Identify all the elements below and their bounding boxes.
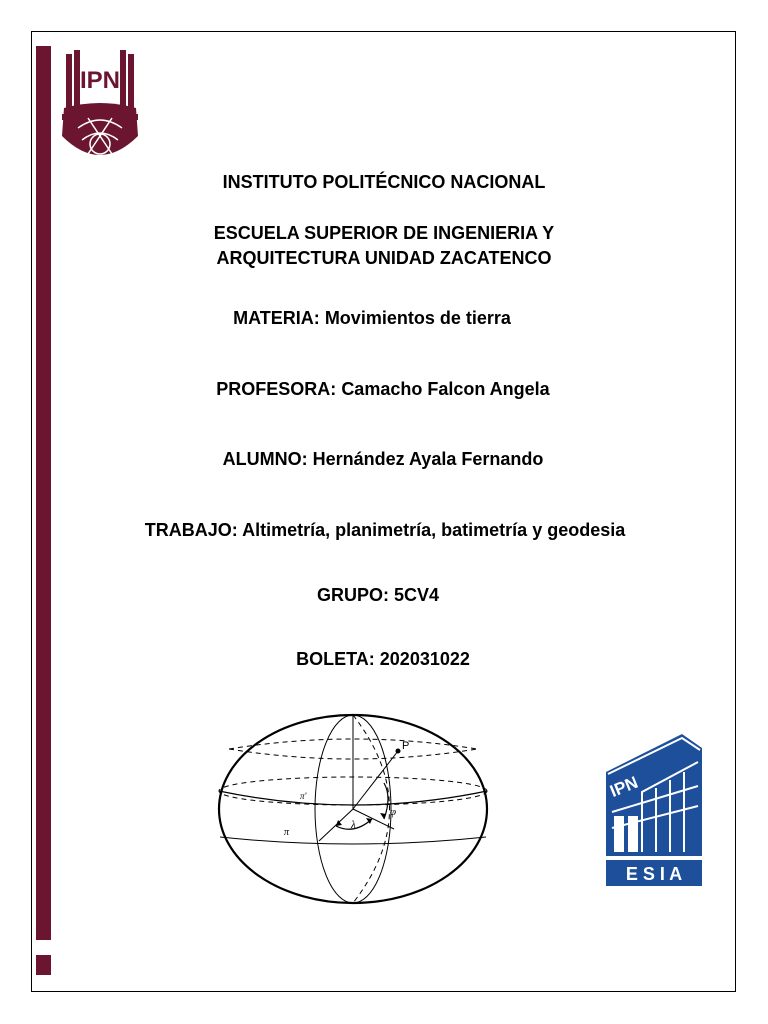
alumno-line	[0, 448, 767, 471]
point-p-label: P	[402, 740, 410, 752]
materia-value: Movimientos de tierra	[324, 308, 511, 328]
alumno-value: Hernández Ayala Fernando	[312, 449, 544, 469]
materia-line	[0, 307, 756, 330]
pi-label: π	[284, 827, 290, 838]
school-title-line2: ARQUITECTURA UNIDAD ZACATENCO	[216, 248, 552, 268]
esia-text: E S I A	[625, 864, 683, 884]
pi-prime-label: π'	[300, 791, 307, 801]
trabajo-value: Altimetría, planimetría, batimetría y geodesia	[242, 520, 626, 540]
lambda-label: λ	[351, 819, 356, 831]
boleta-line	[0, 648, 767, 671]
ipn-emblem-text: IPN	[79, 67, 121, 94]
grupo-label: GRUPO:	[316, 585, 389, 605]
materia-label: MATERIA:	[233, 308, 320, 328]
profesora-line	[0, 378, 767, 401]
alumno-label: ALUMNO:	[222, 449, 308, 469]
grupo-value: 5CV4	[393, 585, 440, 605]
boleta-value: 202031022	[379, 649, 470, 669]
profesora-value: Camacho Falcon Angela	[341, 379, 550, 399]
trabajo-line	[1, 519, 768, 542]
ellipsoid-diagram	[214, 711, 496, 907]
side-bar-square	[36, 955, 51, 975]
ipn-emblem-logo	[58, 48, 142, 174]
boleta-label: BOLETA:	[296, 649, 375, 669]
institution-title: INSTITUTO POLITÉCNICO NACIONAL	[222, 172, 546, 192]
phi-label: φ	[390, 806, 397, 818]
trabajo-label: TRABAJO:	[144, 520, 238, 540]
esia-logo	[602, 732, 704, 888]
lower-parallel	[220, 837, 486, 844]
meridian-dashed	[353, 715, 390, 903]
esia-ipn-text: IPN	[607, 772, 641, 802]
grupo-line	[0, 584, 762, 607]
school-title-line1: ESCUELA SUPERIOR DE INGENIERIA Y	[213, 223, 555, 243]
point-p-marker	[396, 749, 401, 754]
profesora-label: PROFESORA:	[216, 379, 337, 399]
